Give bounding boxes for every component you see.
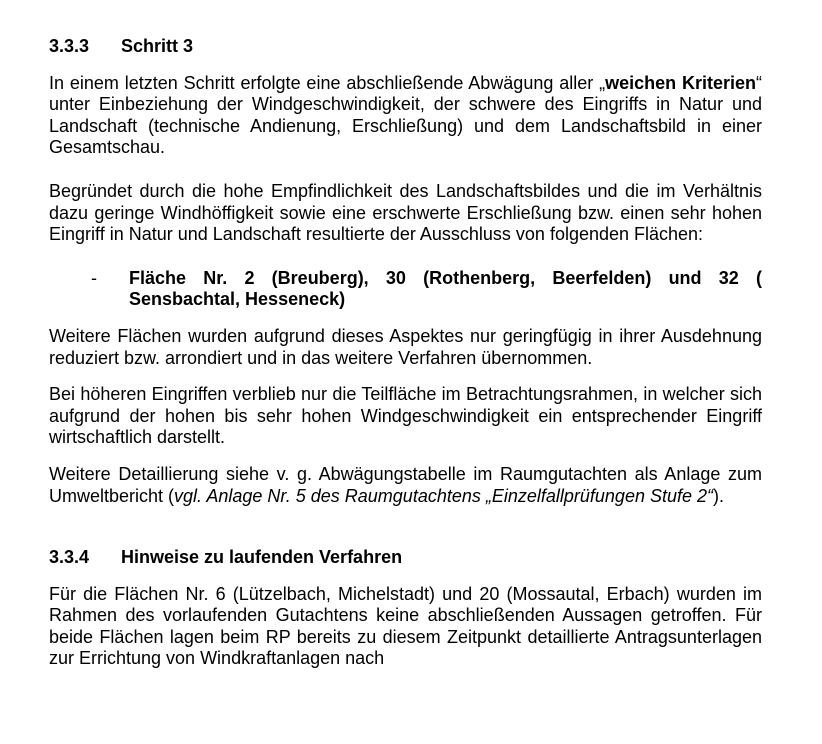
paragraph-begruendung: Begründet durch die hohe Empfindlichkeit des Landschaftsbildes und die im Verhältnis dazu geringe Windhöffigkeit sowie eine erschwerte Erschließung bzw. einen sehr hohen Eingriff in Natur und Landschaft resultierte der Ausschluss von folgenden Flächen:: [49, 180, 762, 245]
section-number: 3.3.3: [49, 36, 90, 56]
section-title: Hinweise zu laufenden Verfahren: [121, 547, 403, 568]
bold-term: weichen Kriterien: [605, 72, 757, 93]
bullet-dash: -: [91, 267, 97, 288]
section-heading-3-3-3: [49, 36, 762, 58]
paragraph-text: Weitere Detaillierung siehe v. g. Abwägungstabelle im Raumgutachten als Anlage zum Umweltbericht (: [49, 463, 762, 506]
paragraph-hoehere-eingriffe: Bei höheren Eingriffen verblieb nur die Teilfläche im Betrachtungsrahmen, in welcher sich aufgrund der hohen bis sehr hohen Windgeschwindigkeit ein entsprechender Eingriff wirtschaftlich darstellt.: [49, 384, 762, 448]
section-heading-3-3-4: [49, 547, 762, 569]
section-title: Schritt 3: [121, 36, 194, 56]
bullet-text: Fläche Nr. 2 (Breuberg), 30 (Rothenberg, Beerfelden) und 32 ( Sensbachtal, Hesseneck): [129, 267, 762, 310]
section-number: 3.3.4: [49, 547, 90, 568]
paragraph-text: ).: [713, 485, 725, 506]
italic-reference: vgl. Anlage Nr. 5 des Raumgutachtens „Einzelfallprüfungen Stufe 2“: [174, 485, 714, 506]
document-page: [49, 36, 762, 685]
list-item: [49, 268, 762, 311]
paragraph-detaillierung: [49, 464, 762, 507]
paragraph-weiche-kriterien: [49, 73, 762, 159]
paragraph-weitere-flaechen: Weitere Flächen wurden aufgrund dieses Aspektes nur geringfügig in ihrer Ausdehnung reduziert bzw. arrondiert und in das weitere Verfahren übernommen.: [49, 325, 762, 368]
paragraph-text: “ unter Einbeziehung der Windgeschwindigkeit, der schwere des Eingriffs in Natur und Landschaft (technische Andienung, Erschließung) und dem Landschaftsbild in einer Gesamtschau.: [49, 72, 763, 158]
paragraph-text: In einem letzten Schritt erfolgte eine abschließende Abwägung aller „: [49, 72, 606, 93]
paragraph-laufende-verfahren: Für die Flächen Nr. 6 (Lützelbach, Michelstadt) und 20 (Mossautal, Erbach) wurden im Rahmen des vorlaufenden Gutachtens keine abschließenden Aussagen getroffen. Für beide Flächen lagen beim RP bereits zu diesem Zeitpunkt detaillierte Antragsunterlagen zur Errichtung von Windkraftanlagen nach: [49, 583, 762, 669]
